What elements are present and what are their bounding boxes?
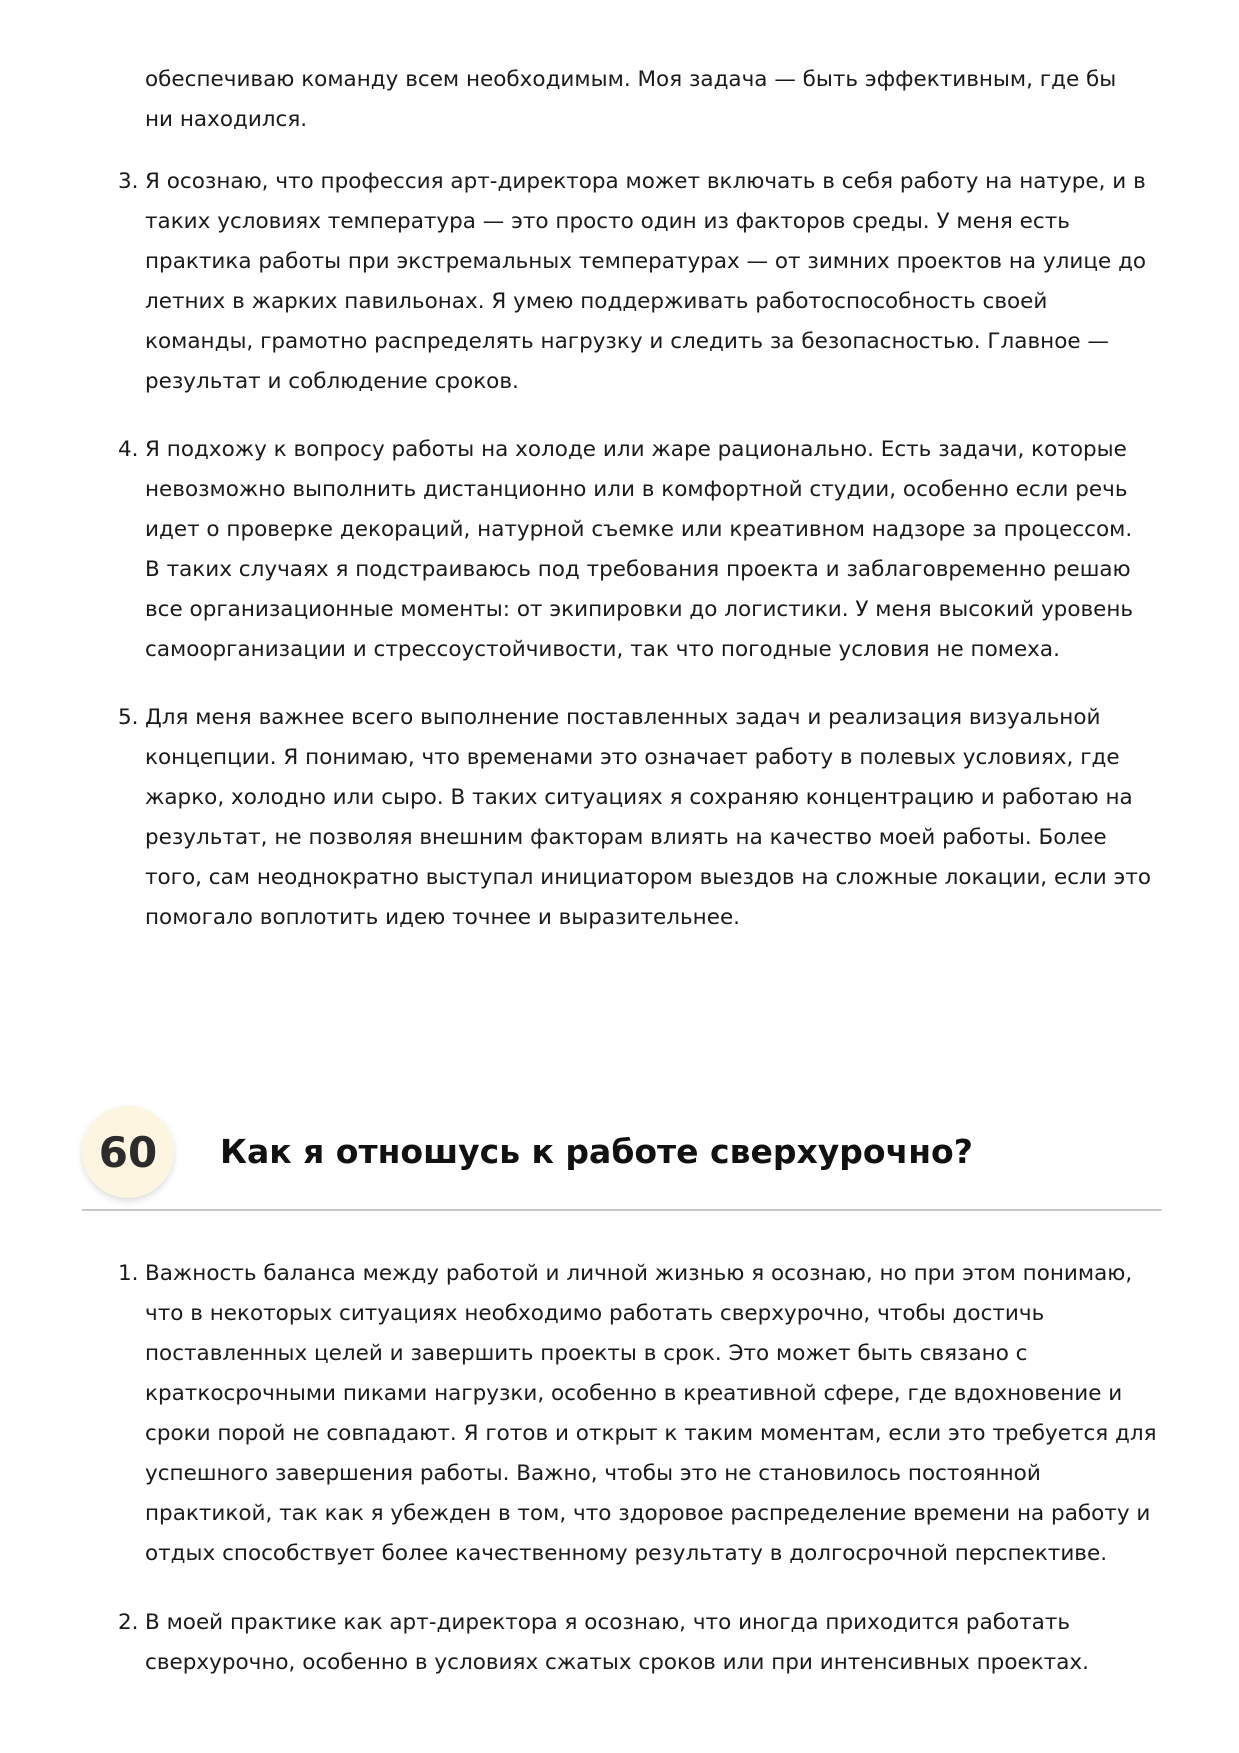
section-heading xyxy=(82,1106,1162,1210)
list-item xyxy=(118,698,1165,938)
text-line: все организационные моменты: от экипировки до логистики. У меня высокий уровень xyxy=(145,597,1134,622)
text-line: практикой, так как я убежден в том, что здоровое распределение времени на работу и xyxy=(145,1501,1151,1526)
list-item-number: 2. xyxy=(118,1610,139,1635)
text-line: результат, не позволяя внешним факторам влиять на качество моей работы. Более xyxy=(145,825,1107,850)
text-line: идет о проверке декораций, натурной съемке или креативном надзоре за процессом. xyxy=(145,517,1133,542)
text-line: Важность баланса между работой и личной жизнью я осознаю, но при этом понимаю, xyxy=(145,1261,1133,1286)
text-line: помогало воплотить идею точнее и выразительнее. xyxy=(145,905,741,930)
list-item xyxy=(118,1254,1165,1574)
text-line: таких условиях температура — это просто один из факторов среды. У меня есть xyxy=(145,209,1070,234)
list-item xyxy=(118,162,1165,402)
list-item-number: 4. xyxy=(118,437,139,462)
text-line: того, сам неоднократно выступал инициатором выездов на сложные локации, если это xyxy=(145,865,1152,890)
text-line: успешного завершения работы. Важно, чтобы это не становилось постоянной xyxy=(145,1461,1041,1486)
text-line: невозможно выполнить дистанционно или в комфортной студии, особенно если речь xyxy=(145,477,1128,502)
text-line: поставленных целей и завершить проекты в срок. Это может быть связано с xyxy=(145,1341,1028,1366)
text-line: Я осознаю, что профессия арт-директора может включать в себя работу на натуре, и в xyxy=(145,169,1146,194)
list-item xyxy=(118,430,1165,670)
text-line: что в некоторых ситуациях необходимо работать сверхурочно, чтобы достичь xyxy=(145,1301,1045,1326)
list-item-number: 5. xyxy=(118,705,139,730)
section-title: Как я отношусь к работе сверхурочно? xyxy=(220,1132,973,1171)
text-line: практика работы при экстремальных температурах — от зимних проектов на улице до xyxy=(145,249,1147,274)
text-line: самоорганизации и стрессоустойчивости, так что погодные условия не помеха. xyxy=(145,637,1060,662)
list-item xyxy=(118,1603,1165,1683)
text-line: жарко, холодно или сыро. В таких ситуациях я сохраняю концентрацию и работаю на xyxy=(145,785,1133,810)
text-line: Для меня важнее всего выполнение поставленных задач и реализация визуальной xyxy=(145,705,1101,730)
text-line: отдых способствует более качественному результату в долгосрочной перспективе. xyxy=(145,1541,1108,1566)
text-line: обеспечиваю команду всем необходимым. Моя задача — быть эффективным, где бы xyxy=(145,67,1117,92)
text-line: краткосрочными пиками нагрузки, особенно в креативной сфере, где вдохновение и xyxy=(145,1381,1123,1406)
section-number-badge: 60 xyxy=(82,1106,174,1198)
list-item-number: 1. xyxy=(118,1261,139,1286)
text-line: сроки порой не совпадают. Я готов и открыт к таким моментам, если это требуется для xyxy=(145,1421,1157,1446)
text-line: Я подхожу к вопросу работы на холоде или жаре рационально. Есть задачи, которые xyxy=(145,437,1127,462)
text-line: летних в жарких павильонах. Я умею поддерживать работоспособность своей xyxy=(145,289,1048,314)
continued-paragraph xyxy=(145,60,1165,140)
text-line: В моей практике как арт-директора я осознаю, что иногда приходится работать xyxy=(145,1610,1071,1635)
heading-divider xyxy=(82,1209,1162,1211)
text-line: команды, грамотно распределять нагрузку и следить за безопасностью. Главное — xyxy=(145,329,1109,354)
text-line: ни находился. xyxy=(145,107,308,132)
text-line: результат и соблюдение сроков. xyxy=(145,369,519,394)
list-item-number: 3. xyxy=(118,169,139,194)
text-line: сверхурочно, особенно в условиях сжатых сроков или при интенсивных проектах. xyxy=(145,1650,1089,1675)
text-line: В таких случаях я подстраиваюсь под требования проекта и заблаговременно решаю xyxy=(145,557,1131,582)
text-line: концепции. Я понимаю, что временами это означает работу в полевых условиях, где xyxy=(145,745,1120,770)
